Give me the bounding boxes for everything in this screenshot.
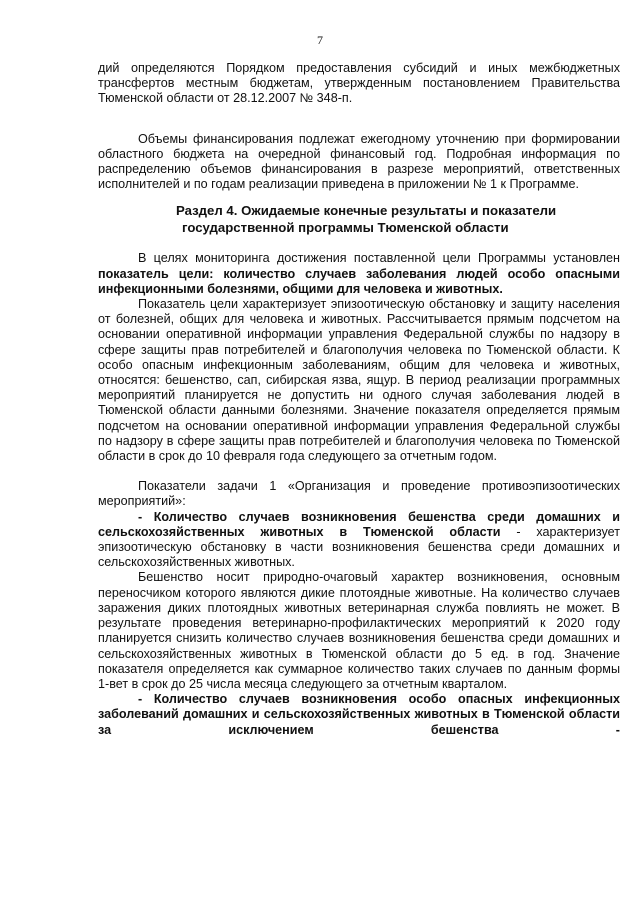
rabies-indicator-rest: - характеризует эпизоотическую обстановку в части возникновения бешенства среди домашних и сельскохозяйственных животных.	[98, 524, 620, 570]
paragraph-rabies-indicator	[98, 510, 620, 571]
goal-indicator-bold: показатель цели: количество случаев заболевания людей особо опасными инфекционными болезнями, общими для человека и животных.	[98, 266, 620, 296]
paragraph-goal-indicator	[98, 251, 620, 297]
document-body	[98, 61, 620, 738]
paragraph-goal-description: Показатель цели характеризует эпизоотическую обстановку и защиту населения от болезней, общих для человека и животных. Рассчитывается прямым подсчетом на основании оперативной информации управления Федеральной службы по надзору в сфере защиты прав потребителей и благополучия человека по Тюменской области. К особо опасным инфекционным заболеваниям, общим для человека и животных, относятся: бешенство, сап, сибирская язва, ящур. В период реализации программных мероприятий планируется не допустить ни одного случая заболевания людей в Тюменской области данными болезнями. Значение показателя определяется прямым подсчетом на основании оперативной информации управления Федеральной службы по надзору в сфере защиты прав потребителей и благополучия человека по Тюменской области в срок до 10 февраля года следующего за отчетным годом.	[98, 297, 620, 464]
paragraph-dangerous-infections	[98, 692, 620, 738]
page-number: 7	[317, 33, 323, 47]
section-heading-line1: Раздел 4. Ожидаемые конечные результаты и показатели	[176, 203, 557, 219]
paragraph-subsidies: дий определяются Порядком предоставления субсидий и иных межбюджетных трансфертов местным бюджетам, утвержденным постановлением Правительства Тюменской области от 28.12.2007 № 348-п.	[98, 61, 620, 106]
section-heading-line2: государственной программы Тюменской области	[182, 220, 509, 236]
dangerous-infections-bold: - Количество случаев возникновения особо опасных инфекционных заболеваний домашних и сельскохозяйственных животных в Тюменской области за исключением бешенства -	[98, 692, 620, 737]
section-heading	[98, 202, 620, 236]
paragraph-task-indicators: Показатели задачи 1 «Организация и проведение противоэпизоотических мероприятий»:	[98, 479, 620, 509]
rabies-indicator-bold: - Количество случаев возникновения бешенства среди домашних и сельскохозяйственных животных в Тюменской области	[98, 509, 620, 539]
paragraph-rabies-description: Бешенство носит природно-очаговый характер возникновения, основным переносчиком которого являются дикие плотоядные животные. На количество случаев заражения диких плотоядных животных ветеринарная служба повлиять не может. В результате проведения ветеринарно-профилактических мероприятий к 2020 году планируется снизить количество случаев возникновения бешенства среди домашних и сельскохозяйственных животных в Тюменской области до 5 ед. в год. Значение показателя определяется как суммарное количество таких случаев по данным формы 1-вет в срок до 25 числа месяца следующего за отчетным кварталом.	[98, 570, 620, 691]
goal-indicator-intro: В целях мониторинга достижения поставленной цели Программы установлен	[138, 251, 620, 266]
paragraph-financing: Объемы финансирования подлежат ежегодному уточнению при формировании областного бюджета на очередной финансовый год. Подробная информация по распределению объемов финансирования в разрезе мероприятий, ответственных исполнителей и по годам реализации приведена в приложении № 1 к Программе.	[98, 131, 620, 192]
